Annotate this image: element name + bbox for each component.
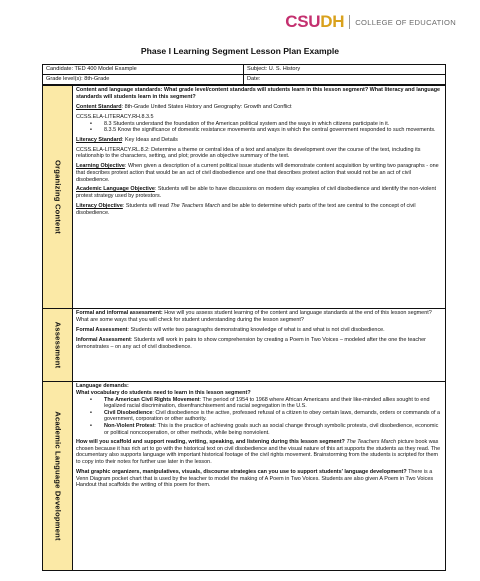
grade-cell: Grade level(s): 8th-Grade — [43, 75, 244, 84]
document-title: Phase I Learning Segment Lesson Plan Example — [140, 46, 340, 56]
logo-wordmark: CSUDH — [285, 12, 345, 31]
vocabulary-question: What vocabulary do students need to learn in this lesson segment? — [76, 390, 251, 396]
content-standard: Content Standard: 8th-Grade United States History and Geography: Growth and Conflict — [76, 103, 292, 110]
organizing-content-body — [73, 86, 445, 308]
informal-assessment: Informal Assessment: Students will work in pairs to show comprehension by creating a Poem in Two Voices – modeled after the one the teacher demonstrates – on any act of civil disobedience. — [76, 336, 426, 350]
academic-language-body — [73, 382, 445, 570]
vocabulary-list — [90, 397, 442, 437]
logo-divider — [349, 15, 350, 29]
vocab-item-3: • Non-Violent Protest: This is the practice of achieving goals such as social change through symbolic protests, civil disobedience, economic or political noncooperation, or other methods, while being nonviolent. — [90, 423, 442, 436]
academic-language-label: Academic Language Development — [43, 382, 73, 570]
lesson-plan-table — [42, 64, 446, 571]
vocab-item-2: • Civil Disobedience: Civil disobedience is the active, professed refusal of a citizen to obey certain laws, demands, orders or commands of a government, corporation or other authority. — [90, 410, 442, 423]
subject-cell: Subject: U. S. History — [247, 66, 301, 72]
standards-question: Content and language standards: What grade level/content standards will students learn in this lesson segment? What literacy and language standards will students learn in this segment? — [76, 87, 441, 100]
assessment-label: Assessment — [43, 309, 73, 381]
graphic-organizer-paragraph: What graphic organizers, manipulatives, visuals, discourse strategies can you use to support students' language development? There is a Venn Diagram pocket chart that is used by the teacher to model the making of A Poem in Two Voices. Students are also given A Poem in Two Voices Handout that scaffolds the writing of this poem for them. — [76, 468, 434, 489]
standard-bullets — [90, 121, 442, 134]
literacy-objective: Literacy Objective: Students will read The Teachers March and be able to determine which parts of the text are central to the concept of civil disobedience. — [76, 203, 416, 216]
organizing-content-label: Organizing Content — [43, 86, 73, 308]
standard-bullet-1: • 8.3 Students understand the foundation of the American political system and the ways in which citizens participate in it. — [90, 121, 442, 128]
formal-assessment: Formal Assessment: Students will write two paragraphs demonstrating knowledge of what is and what is not civil disobedience. — [76, 326, 385, 333]
assessment-body — [73, 309, 445, 381]
header-row-2 — [43, 75, 445, 85]
standard-bullet-2: • 8.3.5 Know the significance of domestic resistance movements and ways in which the central government responded to such movements. — [90, 127, 442, 134]
date-cell: Date: — [247, 76, 261, 83]
ccss-code-1: CCSS.ELA-LITERACY.RH.8.3.5 — [76, 113, 154, 120]
vocab-item-1: • The American Civil Rights Movement: The period of 1954 to 1968 where African Americans and their like-minded allies sought to end legalized racial discrimination, disenfranchisement and racial segregation in the U.S. — [90, 397, 442, 410]
learning-objective: Learning Objective: When given a description of a current political issue students will demonstrate content acquisition by writing two paragraphs - one that describes protest action that would be an act of civil disobedience and one that describes protest action that would not be an act of civil disobedience. — [76, 163, 439, 183]
candidate-cell: Candidate: TED 400 Model Example — [43, 65, 244, 74]
language-demands-heading: Language demands: — [76, 383, 129, 390]
assessment-question: Formal and informal assessment: How will you assess student learning of the content and language standards at the end of this lesson segment? What are some ways that you will check for student understanding during the lesson segment? — [76, 310, 432, 323]
academic-language-objective: Academic Language Objective: Students will be able to have discussions on modern day examples of civil disobedience and identify the non-violent protest strategy used by protestors. — [76, 186, 436, 200]
csudh-logo — [285, 12, 456, 32]
academic-language-section — [43, 381, 445, 570]
logo-college-text: COLLEGE OF EDUCATION — [355, 17, 456, 27]
literacy-standard: Literacy Standard: Key Ideas and Details — [76, 136, 178, 143]
ccss-code-2: CCSS.ELA-LITERACY.RL.8.2: Determine a theme or central idea of a text and analyze its development over the course of the text, including its relationship to the characters, setting, and plot; provide an objective summary of the text. — [76, 146, 421, 160]
scaffold-paragraph: How will you scaffold and support reading, writing, speaking, and listening during this lesson segment? The Teachers March picture book was chosen because it has rich art to go with the historical text on civil disobedience and the visual nature of this art supports the students as they read. The documentary also supports language with important historical footage of the civil rights movement. Brainstorming from the students is scripted for them to copy into their notes for further use later in the lesson. — [76, 439, 441, 465]
header-row-1 — [43, 65, 445, 75]
organizing-content-section — [43, 85, 445, 308]
assessment-section — [43, 308, 445, 381]
